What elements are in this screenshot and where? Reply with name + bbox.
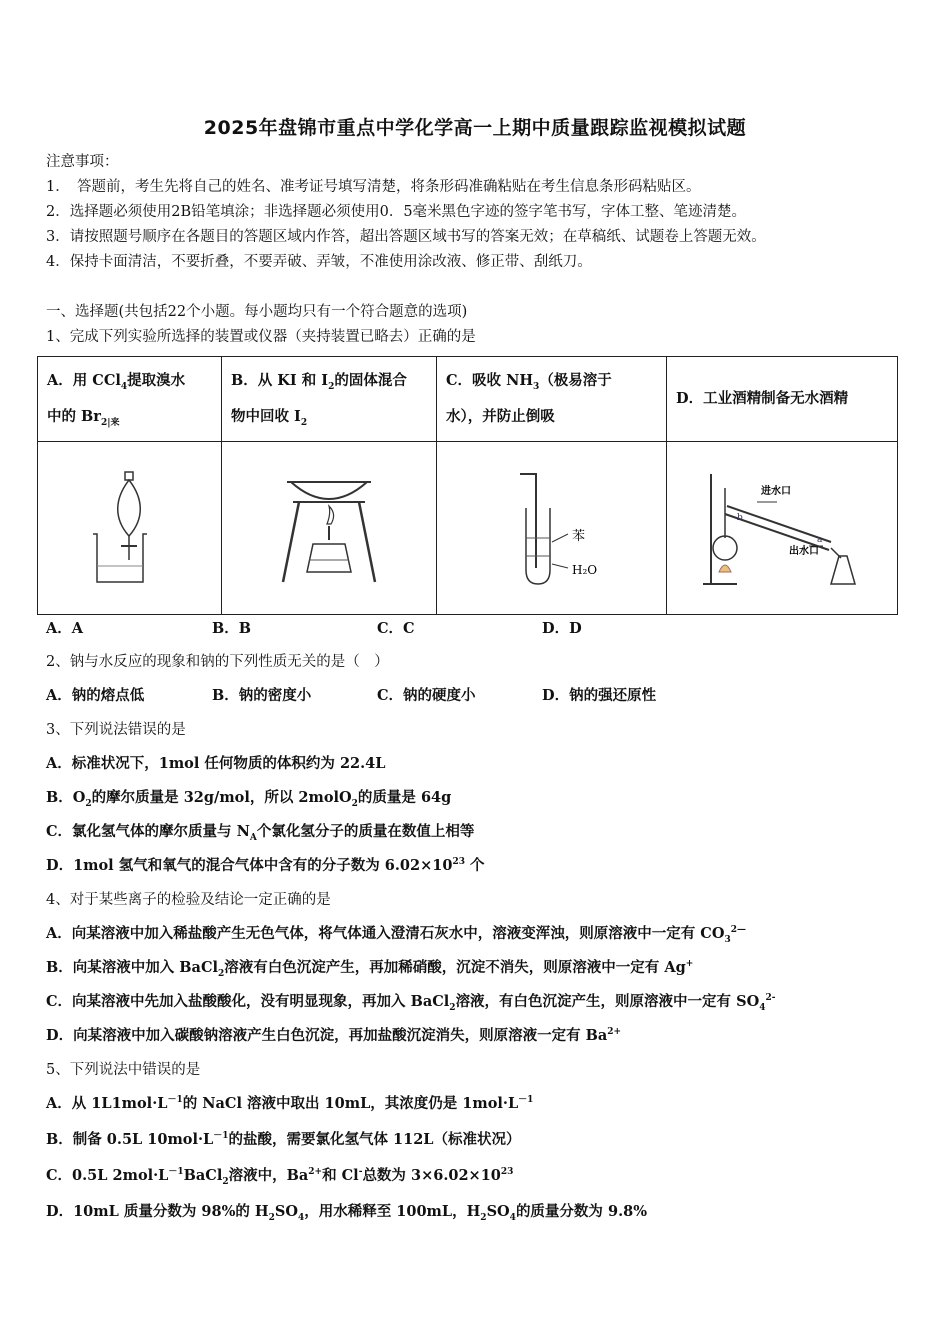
option-c-description: C．吸收 $NH_3$（极易溶于 水），并防止倒吸 (437, 357, 667, 442)
q1-option-b[interactable]: B．B (212, 620, 252, 637)
q4-option-b[interactable]: B．向某溶液中加入 BaCl$_2$溶液有白色沉淀产生，再加稀硝酸，沉淀不消失，则原溶液中一定有 Ag+ (46, 959, 694, 979)
q2-option-d[interactable]: D．钠的强还原性 (542, 687, 657, 704)
q5-option-d[interactable]: D．10mL 质量分数为 98%的 $H_2SO_4$，用水稀释至 100mL，$H_2SO_4$的质量分数为 9.8% (46, 1203, 647, 1223)
notice-item: 3．请按照题号顺序在各题目的答题区域内作答，超出答题区域书写的答案无效；在草稿纸、试题卷上答题无效。 (46, 229, 766, 245)
q3-option-a[interactable]: A．标准状况下，1mol 任何物质的体积约为 22.4L (46, 755, 386, 772)
distillation-icon (697, 468, 867, 588)
q2-option-b[interactable]: B．钠的密度小 (212, 687, 312, 704)
mark-b: b (737, 513, 743, 523)
gas-absorption-icon (492, 468, 612, 588)
q5-option-b[interactable]: B．制备 0.5L $10mol\cdot L^{-1}$的盐酸，需要氯化氢气体 112L（标准状况） (46, 1131, 521, 1148)
question-2-stem: 2、钠与水反应的现象和钠的下列性质无关的是（ ） (46, 654, 389, 670)
separatory-funnel-icon (85, 468, 175, 588)
figure-d-distillation (667, 442, 898, 615)
option-d-description: D．工业酒精制备无水酒精 (667, 357, 898, 442)
notice-item: 4．保持卡面清洁，不要折叠，不要弄破、弄皱，不准使用涂改液、修正带、刮纸刀。 (46, 254, 592, 270)
q1-option-c[interactable]: C．C (377, 620, 415, 637)
figure-c-gas-absorption (437, 442, 667, 615)
notice-item: 2．选择题必须使用2B铅笔填涂；非选择题必须使用0．5毫米黑色字迹的签字笔书写，字体工整、笔迹清楚。 (46, 204, 747, 220)
notice-item: 1． 答题前，考生先将自己的姓名、准考证号填写清楚，将条形码准确粘贴在考生信息条形码粘贴区。 (46, 179, 701, 195)
water-label: H₂O (571, 563, 597, 577)
figure-b-tripod-dish (222, 442, 437, 615)
q4-option-a[interactable]: A．向某溶液中加入稀盐酸产生无色气体，将气体通入澄清石灰水中，溶液变浑浊，则原溶液中一定有 $CO_3^{2—}$ (46, 925, 746, 945)
benzene-label: 苯 (571, 529, 585, 544)
figure-a-separatory-funnel (38, 442, 222, 615)
option-b-description: B．从 KI 和 $I_2$的固体混合 物中回收 $I_2$ (222, 357, 437, 442)
notice-heading: 注意事项： (46, 154, 119, 170)
section-heading: 一、选择题(共包括22个小题。每小题均只有一个符合题意的选项) (46, 304, 468, 320)
option-a-description: A．用 CCl$_4$提取溴水 中的 $Br_{2|来}$ (38, 357, 222, 442)
q5-option-c[interactable]: C．0.5L $2mol\cdot L^{-1}BaCl_2$溶液中，$Ba^{2+}$和 Cl-总数为 $3\times 6.02\times 10^{23}$ (46, 1167, 514, 1187)
water-out-label: 出水口 (789, 546, 819, 557)
q2-option-a[interactable]: A．钠的熔点低 (46, 687, 145, 704)
q5-option-a[interactable]: A．从 $1L1mol\cdot L^{-1}$的 NaCl 溶液中取出 10mL，其浓度仍是 $1mol\cdot L^{-1}$ (46, 1095, 534, 1112)
question-1-table (37, 356, 898, 615)
q3-option-d[interactable]: D．1mol 氢气和氧气的混合气体中含有的分子数为 $6.02\times 10^{23}$ 个 (46, 857, 485, 874)
q3-option-b[interactable]: B．$O_2$的摩尔质量是 32g/mol，所以 2molO$_2$的质量是 64g (46, 789, 452, 809)
question-3-stem: 3、下列说法错误的是 (46, 722, 186, 738)
page-title: 2025年盘锦市重点中学化学高一上期中质量跟踪监视模拟试题 (203, 117, 747, 139)
q1-option-d[interactable]: D．D (542, 620, 582, 637)
q4-option-c[interactable]: C．向某溶液中先加入盐酸酸化，没有明显现象，再加入 BaCl$_2$溶液，有白色沉淀产生，则原溶液中一定有 $SO_4^{2-}$ (46, 993, 776, 1013)
question-4-stem: 4、对于某些离子的检验及结论一定正确的是 (46, 892, 331, 908)
tripod-dish-icon (269, 468, 389, 588)
water-in-label: 进水口 (761, 486, 791, 497)
q1-option-a[interactable]: A．A (46, 620, 84, 637)
question-1-stem: 1、完成下列实验所选择的装置或仪器（夹持装置已略去）正确的是 (46, 329, 476, 345)
mark-a: a (817, 535, 823, 545)
question-5-stem: 5、下列说法中错误的是 (46, 1062, 201, 1078)
q2-option-c[interactable]: C．钠的硬度小 (377, 687, 476, 704)
q4-option-d[interactable]: D．向某溶液中加入碳酸钠溶液产生白色沉淀，再加盐酸沉淀消失，则原溶液一定有 $Ba^{2+}$ (46, 1027, 622, 1044)
q3-option-c[interactable]: C．氯化氢气体的摩尔质量与 $N_A$个氯化氢分子的质量在数值上相等 (46, 823, 475, 843)
